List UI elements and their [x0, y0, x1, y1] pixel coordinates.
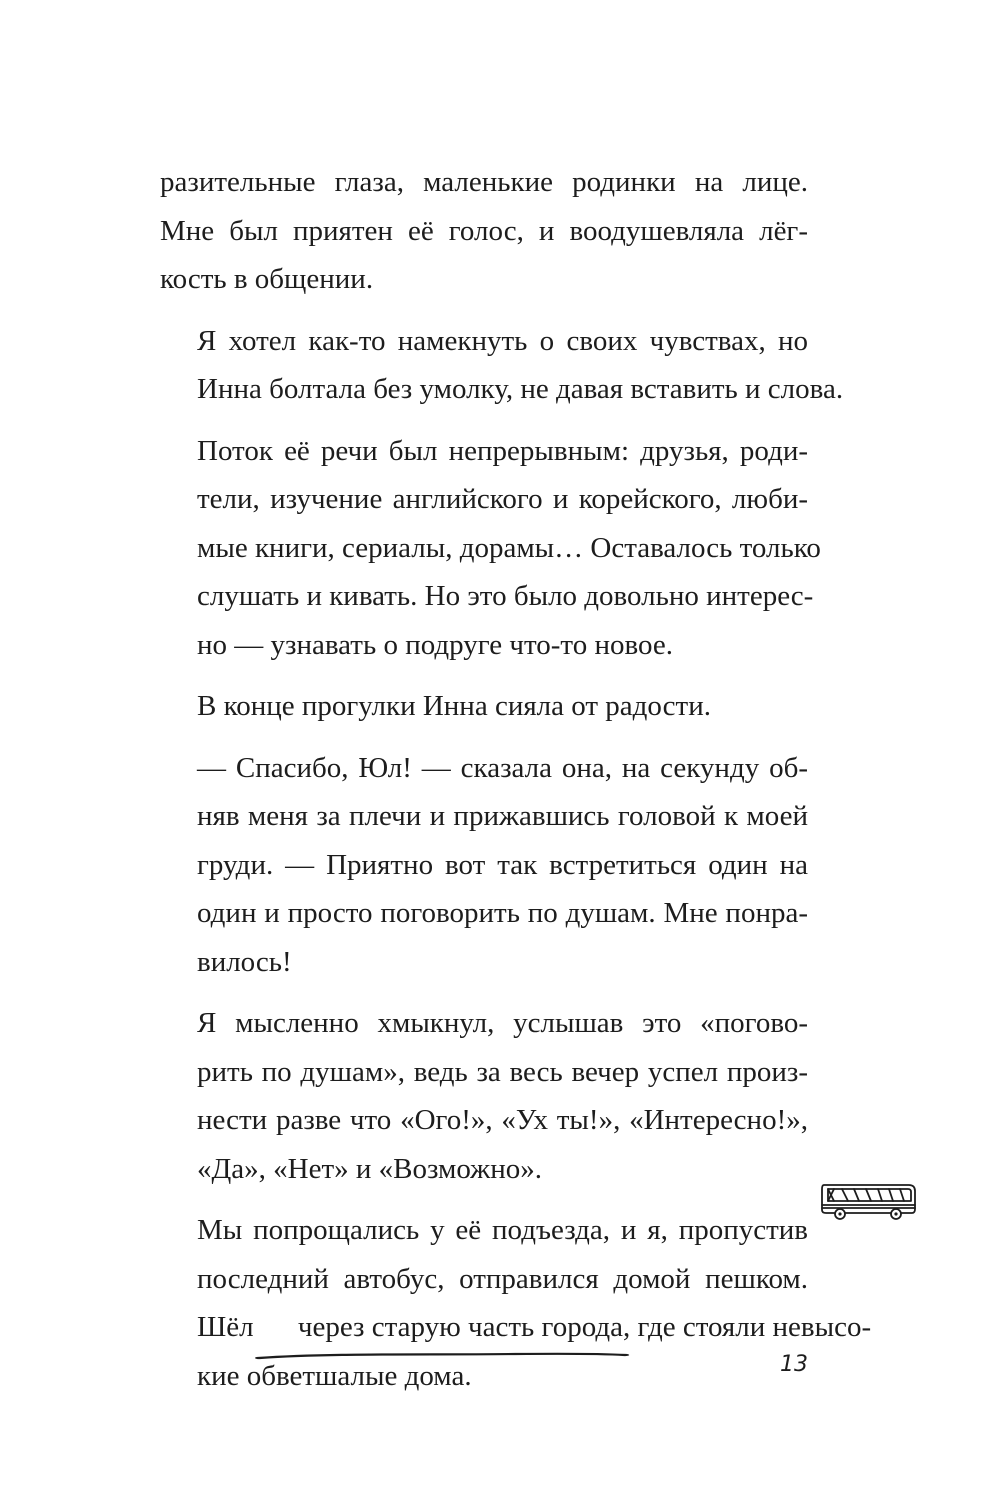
- text-line: «Да», «Нет» и «Возможно».: [197, 1152, 542, 1185]
- underlined-text: через старую часть города: [297, 1311, 623, 1343]
- text-line: кость в общении.: [160, 263, 374, 295]
- text-line: няв меня за плечи и прижавшись головой к моей: [197, 800, 808, 832]
- text-line: — Спасибо, Юл! — сказала она, на секунду об-: [197, 751, 808, 784]
- text-line: но — узнавать о подруге что-то новое.: [197, 628, 673, 661]
- text-fragment: , где стояли невысо-: [623, 1311, 872, 1343]
- text-line: Я хотел как-то намекнуть о своих чувствах, но: [197, 324, 808, 357]
- text-line: Я мысленно хмыкнул, услышав это «погово-: [197, 1007, 808, 1039]
- page-number: 13: [780, 1352, 808, 1377]
- underlined-phrase: [261, 1303, 623, 1352]
- text-line: слушать и кивать. Но это было довольно интерес-: [197, 580, 814, 612]
- paragraph: [160, 427, 821, 670]
- text-line: один и просто поговорить по душам. Мне понра-: [197, 897, 808, 929]
- text-line: последний автобус, отправился домой пешком.: [197, 1262, 808, 1295]
- text-line: Мне был приятен её голос, и воодушевляла лёг-: [160, 214, 808, 247]
- text-line: тели, изучение английского и корейского, люби-: [197, 483, 808, 515]
- page-body: [160, 158, 872, 1413]
- text-line: Мы попрощались у её подъезда, и я, пропустив: [197, 1214, 808, 1246]
- text-line: Поток её речи был непрерывным: друзья, роди-: [197, 434, 808, 467]
- paragraph: [160, 158, 808, 304]
- text-line: [160, 1303, 872, 1352]
- paragraph-list: [160, 158, 844, 1193]
- text-line: рить по душам», ведь за весь вечер успел произ-: [197, 1055, 808, 1088]
- paragraph: [160, 317, 844, 414]
- paragraph: [160, 744, 808, 987]
- paragraph: [160, 682, 808, 731]
- text-line: груди. — Приятно вот так встретиться один на: [197, 848, 808, 881]
- text-line: В конце прогулки Инна сияла от радости.: [197, 690, 711, 722]
- text-fragment: Шёл: [197, 1311, 261, 1343]
- text-line: кие обветшалые дома.: [197, 1359, 472, 1392]
- text-line: вилось!: [197, 945, 292, 978]
- paragraph-last: [160, 1206, 872, 1400]
- text-line: нести разве что «Ого!», «Ух ты!», «Интересно!»,: [197, 1104, 808, 1136]
- text-line: Инна болтала без умолку, не давая вставить и слова.: [197, 373, 844, 405]
- bus-icon: [818, 1181, 918, 1223]
- text-line: разительные глаза, маленькие родинки на лице.: [160, 166, 808, 198]
- paragraph: [160, 999, 808, 1193]
- hand-drawn-underline: [259, 1350, 625, 1362]
- text-line: мые книги, сериалы, дорамы… Оставалось только: [197, 531, 821, 564]
